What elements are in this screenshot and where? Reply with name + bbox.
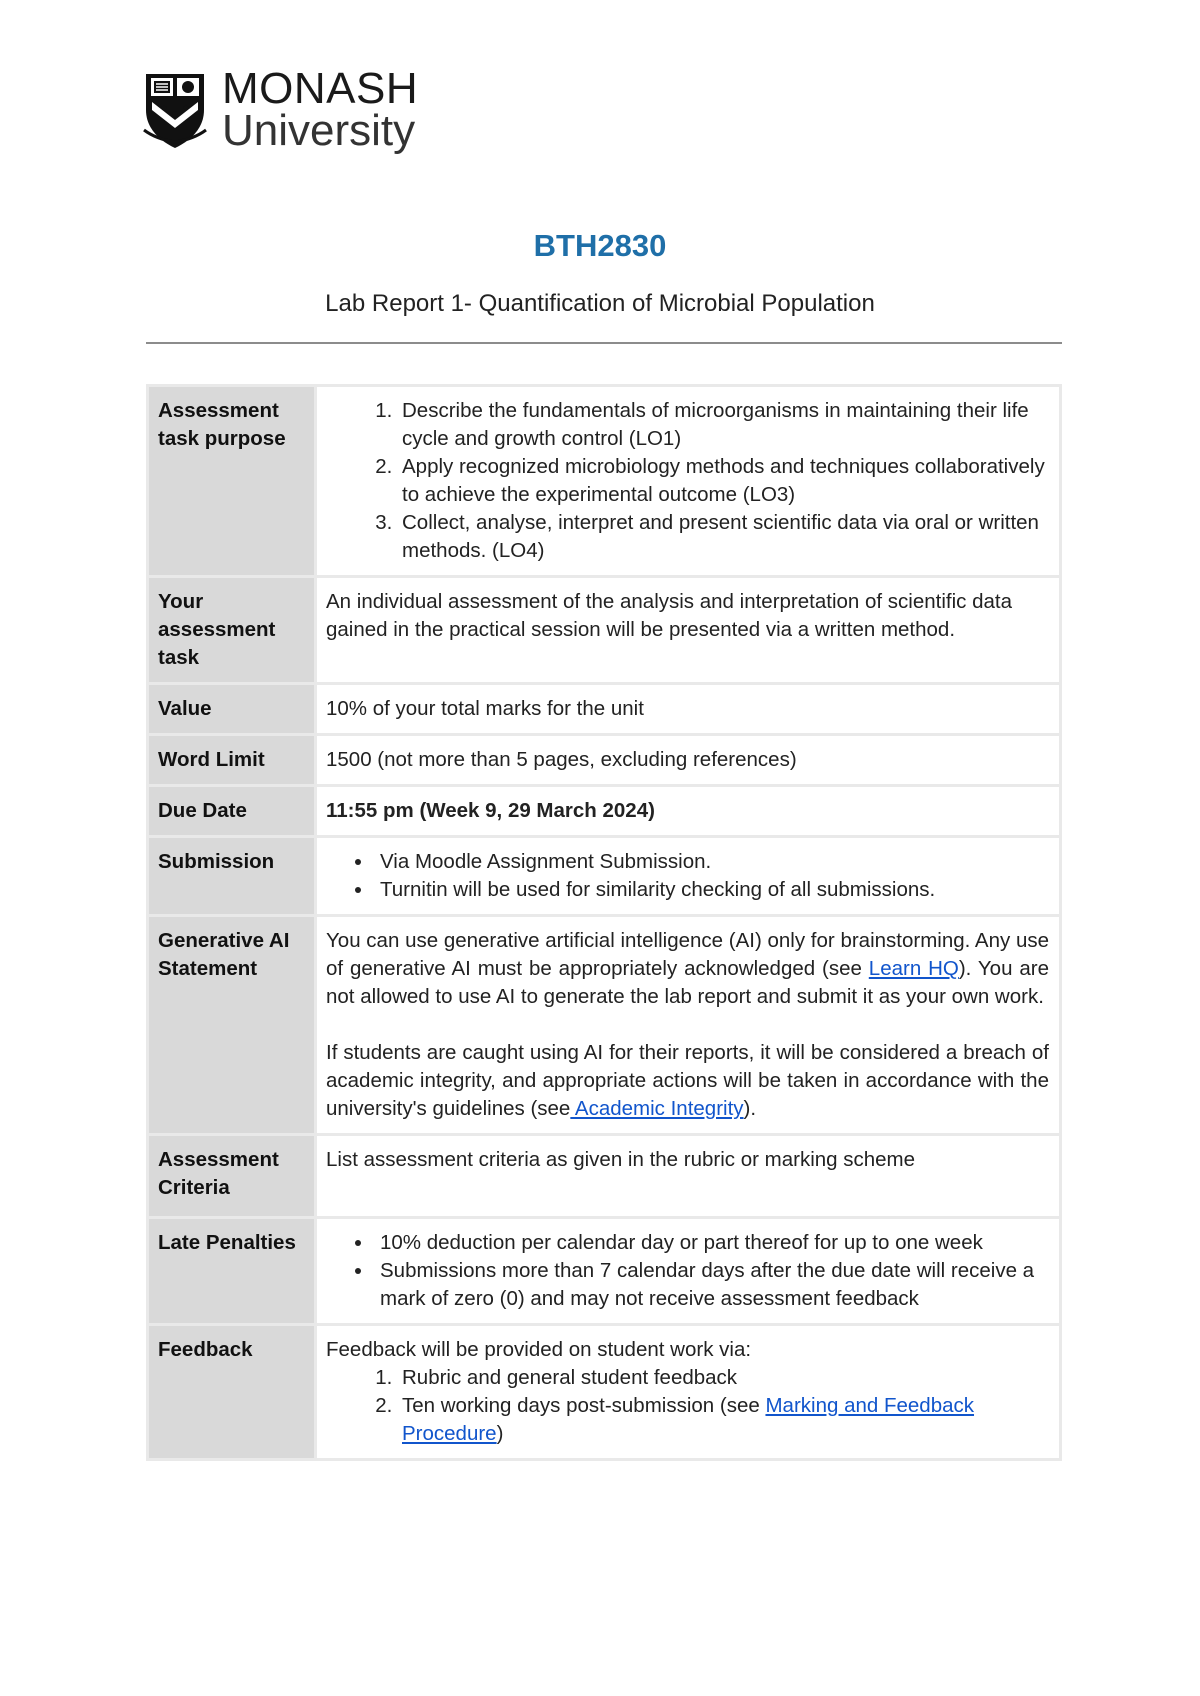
monash-crest-icon <box>142 70 208 150</box>
row-label-submission: Submission <box>149 838 314 914</box>
list-item: 2. Ten working days post-submission (see Marking and Feedback Procedure) <box>398 1392 1049 1448</box>
gen-ai-paragraph-2: If students are caught using AI for their reports, it will be considered a breach of academic integrity, and appropriate actions will be taken in accordance with the university's guidelines (see Academic Integrity). <box>326 1041 1049 1120</box>
gen-ai-paragraph-1: You can use generative artificial intelligence (AI) only for brainstorming. Any use of generative AI must be appropriately acknowledged (see Learn HQ). You are not allowed to use AI to generate the lab report and submit it as your own work. <box>326 929 1049 1008</box>
feedback-intro: Feedback will be provided on student work via: <box>326 1338 752 1361</box>
logo-monash-text: MONASH <box>222 64 419 113</box>
list-item: • Turnitin will be used for similarity checking of all submissions. <box>374 876 1049 904</box>
row-label-due-date: Due Date <box>149 787 314 835</box>
row-label-criteria: Assessment Criteria <box>149 1136 314 1216</box>
row-label-purpose: Assessment task purpose <box>149 387 314 575</box>
row-label-late-penalties: Late Penalties <box>149 1219 314 1323</box>
row-value-gen-ai <box>317 917 1059 1133</box>
table-row <box>149 838 1059 914</box>
row-label-feedback: Feedback <box>149 1326 314 1458</box>
row-value-late-penalties <box>317 1219 1059 1323</box>
monash-logo <box>142 62 432 158</box>
row-label-gen-ai: Generative AI Statement <box>149 917 314 1133</box>
row-value-word-limit: 1500 (not more than 5 pages, excluding references) <box>317 736 1059 784</box>
table-row <box>149 685 1059 733</box>
unit-code-title: BTH2830 <box>533 228 667 263</box>
table-row <box>149 736 1059 784</box>
logo-university-text: University <box>222 106 416 155</box>
table-row <box>149 917 1059 1133</box>
table-row <box>149 1219 1059 1323</box>
list-item: 1. Describe the fundamentals of microorganisms in maintaining their life cycle and growth control (LO1) <box>398 397 1049 453</box>
table-row <box>149 787 1059 835</box>
row-value-feedback <box>317 1326 1059 1458</box>
title-divider <box>146 342 1062 344</box>
row-label-task: Your assessment task <box>149 578 314 682</box>
row-value-submission <box>317 838 1059 914</box>
feedback-list <box>326 1364 1049 1448</box>
list-item: 1. Rubric and general student feedback <box>398 1364 1049 1392</box>
row-label-value: Value <box>149 685 314 733</box>
assessment-details-table <box>146 384 1062 1461</box>
row-value-purpose <box>317 387 1059 575</box>
table-row <box>149 1326 1059 1458</box>
row-label-word-limit: Word Limit <box>149 736 314 784</box>
row-value-value: 10% of your total marks for the unit <box>317 685 1059 733</box>
row-value-task: An individual assessment of the analysis and interpretation of scientific data gained in the practical session will be presented via a written method. <box>317 578 1059 682</box>
late-penalties-list <box>326 1229 1049 1313</box>
marking-feedback-procedure-link[interactable]: Marking and Feedback Procedure <box>402 1394 975 1445</box>
table-row <box>149 387 1059 575</box>
assessment-subtitle: Lab Report 1- Quantification of Microbial Population <box>325 290 875 317</box>
row-value-criteria: List assessment criteria as given in the rubric or marking scheme <box>317 1136 1059 1216</box>
list-item: • Via Moodle Assignment Submission. <box>374 848 1049 876</box>
list-item: • 10% deduction per calendar day or part thereof for up to one week <box>374 1229 1049 1257</box>
purpose-list <box>326 397 1049 565</box>
submission-list <box>326 848 1049 904</box>
academic-integrity-link[interactable]: Academic Integrity <box>570 1097 744 1120</box>
table-row <box>149 1136 1059 1216</box>
table-row <box>149 578 1059 682</box>
learn-hq-link[interactable]: Learn HQ <box>868 957 959 980</box>
list-item: 3. Collect, analyse, interpret and present scientific data via oral or written methods. (LO4) <box>398 509 1049 565</box>
list-item: • Submissions more than 7 calendar days after the due date will receive a mark of zero (0) and may not receive assessment feedback <box>374 1257 1049 1313</box>
list-item: 2. Apply recognized microbiology methods and techniques collaboratively to achieve the experimental outcome (LO3) <box>398 453 1049 509</box>
row-value-due-date: 11:55 pm (Week 9, 29 March 2024) <box>317 787 1059 835</box>
